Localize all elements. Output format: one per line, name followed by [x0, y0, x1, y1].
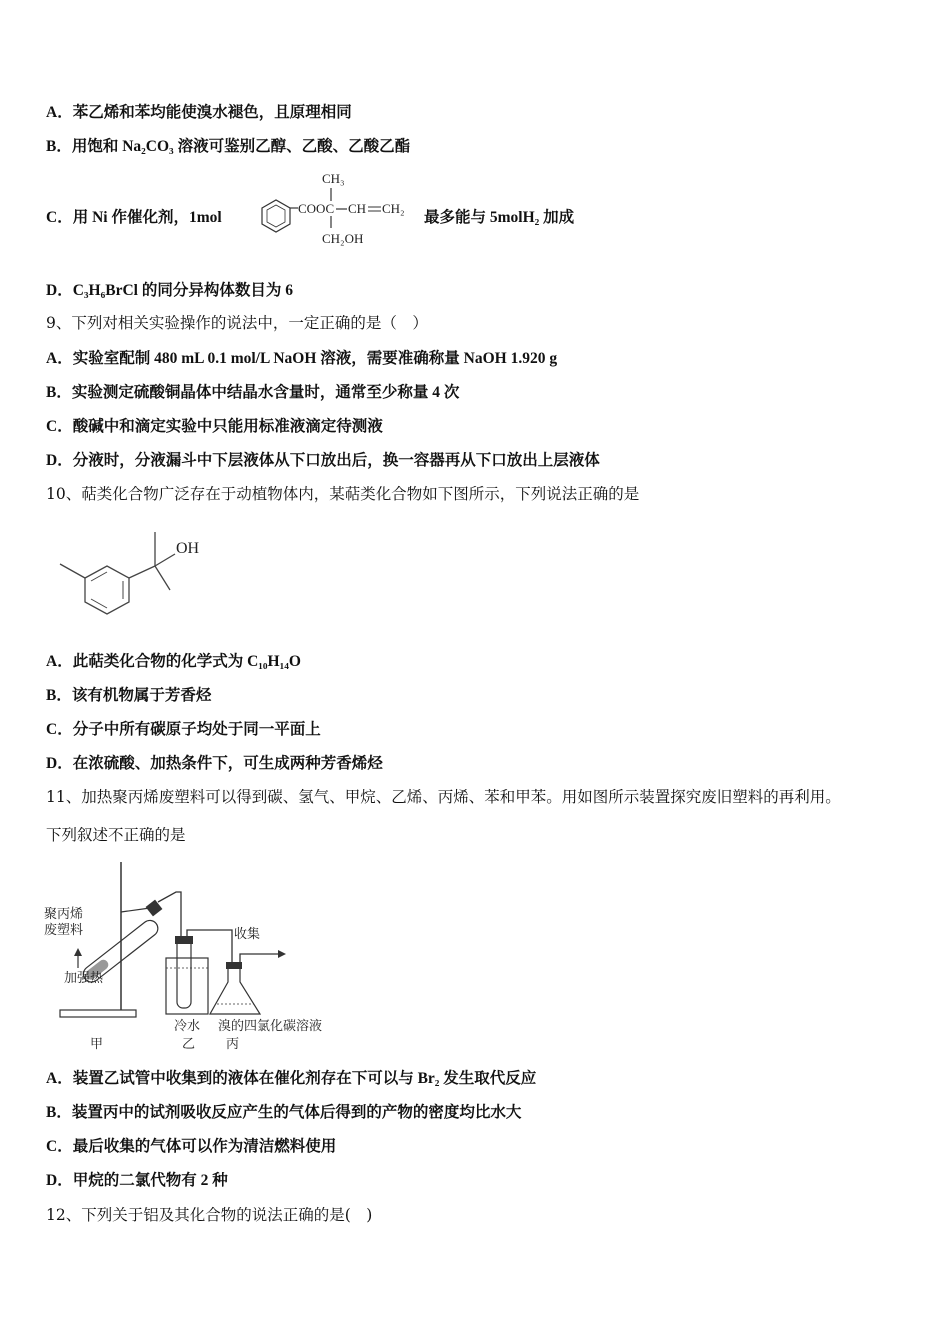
- ch-label: CH: [348, 201, 367, 216]
- q11-option-b: B．装置丙中的试剂吸收反应产生的气体后得到的产物的密度均比水大: [46, 1104, 522, 1121]
- label-plastic-1: 聚丙烯: [44, 907, 84, 922]
- q9-option-d: D．分液时，分液漏斗中下层液体从下口放出后，换一容器再从下口放出上层液体: [46, 452, 600, 469]
- label-bing: 丙: [226, 1037, 240, 1052]
- option-c-prev-post: 最多能与 5molH₂ 加成: [424, 209, 575, 226]
- q11-option-a: A．装置乙试管中收集到的液体在催化剂存在下可以与 Br₂ 发生取代反应: [46, 1070, 537, 1087]
- oh-label: OH: [176, 540, 200, 557]
- q10-option-a: A．此萜类化合物的化学式为 C₁₀H₁₄O: [46, 653, 301, 670]
- q10-stem: 10、萜类化合物广泛存在于动植物体内，某萜类化合物如下图所示，下列说法正确的是: [46, 485, 640, 503]
- q9-option-b: B．实验测定硫酸铜晶体中结晶水含量时，通常至少称量 4 次: [46, 384, 460, 401]
- q10-option-d: D．在浓硫酸、加热条件下，可生成两种芳香烯烃: [46, 755, 383, 772]
- ch3-label: CH₃: [322, 171, 345, 186]
- label-yi: 乙: [182, 1037, 196, 1052]
- option-c-prev-pre: C．用 Ni 作催化剂，1mol: [46, 209, 222, 226]
- label-bromine-solution: 溴的四氯化碳溶液: [218, 1019, 323, 1034]
- label-collect: 收集: [234, 927, 261, 942]
- cooc-label: COOC: [298, 201, 335, 216]
- q10-option-c: C．分子中所有碳原子均处于同一平面上: [46, 721, 321, 738]
- ester-structure-figure: [240, 168, 422, 252]
- label-plastic-2: 废塑料: [44, 923, 84, 938]
- terpene-structure-figure: [50, 528, 220, 628]
- q12-stem: 12、下列关于铝及其化合物的说法正确的是( ): [46, 1206, 373, 1224]
- q11-stem-line1: 11、加热聚丙烯废塑料可以得到碳、氢气、甲烷、乙烯、丙烯、苯和甲苯。用如图所示装置探究废旧塑料的再利用。: [46, 788, 841, 806]
- option-d-prev: D．C₃H₆BrCl 的同分异构体数目为 6: [46, 282, 293, 299]
- q11-option-c: C．最后收集的气体可以作为清洁燃料使用: [46, 1138, 337, 1155]
- label-cold-water: 冷水: [174, 1019, 201, 1034]
- ch2oh-label: CH₂OH: [322, 231, 364, 246]
- option-a-prev: A．苯乙烯和苯均能使溴水褪色，且原理相同: [46, 104, 352, 121]
- apparatus-figure: [42, 858, 342, 1058]
- q11-option-d: D．甲烷的二氯代物有 2 种: [46, 1172, 228, 1189]
- label-heat: 加强热: [64, 971, 104, 986]
- label-jia: 甲: [90, 1037, 104, 1052]
- q9-stem: 9、下列对相关实验操作的说法中，一定正确的是（ ）: [46, 314, 428, 332]
- q10-option-b: B．该有机物属于芳香烃: [46, 687, 212, 704]
- q9-option-c: C．酸碱中和滴定实验中只能用标准液滴定待测液: [46, 418, 383, 435]
- ch2-label: CH₂: [382, 201, 405, 216]
- q9-option-a: A．实验室配制 480 mL 0.1 mol/L NaOH 溶液，需要准确称量 NaOH 1.920 g: [46, 350, 558, 367]
- option-b-prev: B．用饱和 Na₂CO₃ 溶液可鉴别乙醇、乙酸、乙酸乙酯: [46, 138, 411, 155]
- q11-stem-line2: 下列叙述不正确的是: [46, 826, 186, 844]
